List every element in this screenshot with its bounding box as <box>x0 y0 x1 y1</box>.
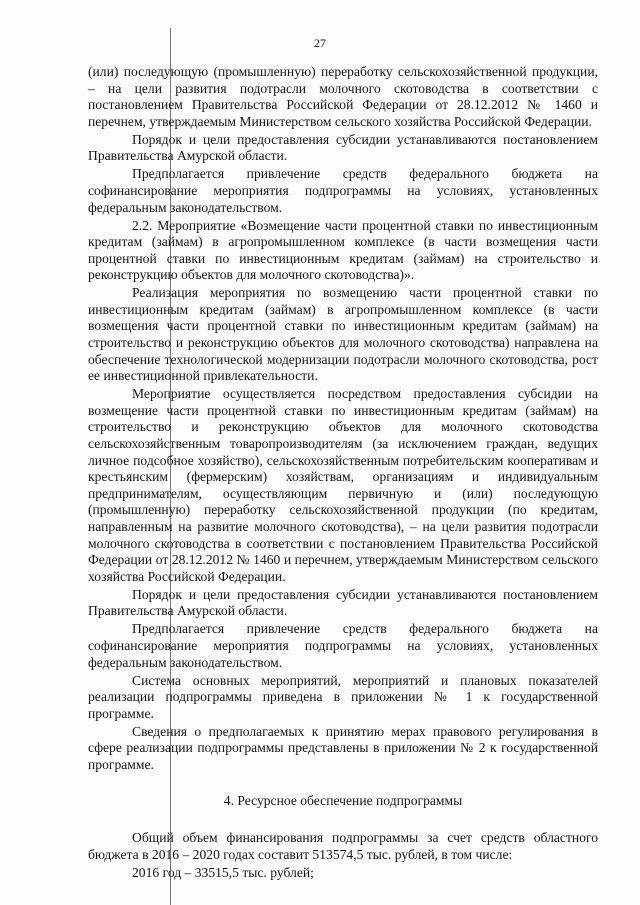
paragraph: Порядок и цели предоставления субсидии устанавливаются постановлением Правительства Амурской области. <box>88 586 598 619</box>
paragraph: Реализация мероприятия по возмещению части процентной ставки по инвестиционным кредитам (займам) в агропромышленном комплексе (в части возмещения части процентной ставки по инвестиционным кредитам (займам) на строительство и реконструкцию объектов для молочного скотоводства) направлена на обеспечение технологической модернизации подотрасли молочного скотоводства, рост ее инвестиционной привлекательности. <box>88 285 598 384</box>
paragraph-funding: Общий объем финансирования подпрограммы за счет средств областного бюджета в 2016 – 2020 годах составит 513574,5 тыс. рублей, в том числе: <box>88 830 598 862</box>
paragraph: Предполагается привлечение средств федерального бюджета на софинансирование мероприятия подпрограммы на условиях, установленных федеральным законодательством. <box>88 621 598 670</box>
paragraph-year-2016: 2016 год – 33515,5 тыс. рублей; <box>132 864 314 880</box>
document-body <box>88 64 598 883</box>
paragraph: Сведения о предполагаемых к принятию мерах правового регулирования в сфере реализации подпрограммы представлены в приложении № 2 к государственной программе. <box>88 723 598 772</box>
paragraph: Предполагается привлечение средств федерального бюджета на софинансирование мероприятия подпрограммы на условиях, установленных федеральным законодательством. <box>88 166 598 215</box>
page-number: 27 <box>314 36 326 50</box>
section-heading: 4. Ресурсное обеспечение подпрограммы <box>223 793 463 809</box>
paragraph: Порядок и цели предоставления субсидии устанавливаются постановлением Правительства Амурской области. <box>88 131 598 164</box>
paragraph-continuation: (или) последующую (промышленную) переработку сельскохозяйственной продукции, – на цели развития подотрасли молочного скотоводства в соответствии с постановлением Правительства Российской Федерации от 28.12.2012 № 1460 и перечнем, утверждаемым Министерством сельского хозяйства Российской Федерации. <box>88 64 598 129</box>
paragraph: Мероприятие осуществляется посредством предоставления субсидии на возмещение части процентной ставки по инвестиционным кредитам (займам) на строительство и реконструкцию объектов для молочного скотоводства сельскохозяйственным товаропроизводителям (за исключением граждан, ведущих личное подсобное хозяйство), сельскохозяйственным потребительским кооперативам и крестьянским (фермерским) хозяйствам, организациям и индивидуальным предпринимателям, осуществляющим первичную и (или) последующую (промышленную) переработку сельскохозяйственной продукции (по кредитам, направленным на развитие молочного скотоводства), – на цели развития подотрасли молочного скотоводства в соответствии с постановлением Правительства Российской Федерации от 28.12.2012 № 1460 и перечнем, утверждаемым Министерством сельского хозяйства Российской Федерации. <box>88 386 598 584</box>
paragraph-measure-2-2: 2.2. Мероприятие «Возмещение части процентной ставки по инвестиционным кредитам (займам) в агропромышленном комплексе (в части возмещения части процентной ставки по инвестиционным кредитам (займам) на строительство и реконструкцию объектов для молочного скотоводства)». <box>88 217 598 283</box>
paragraph: Система основных мероприятий, мероприятий и плановых показателей реализации подпрограммы приведена в приложении № 1 к государственной программе. <box>88 672 598 721</box>
